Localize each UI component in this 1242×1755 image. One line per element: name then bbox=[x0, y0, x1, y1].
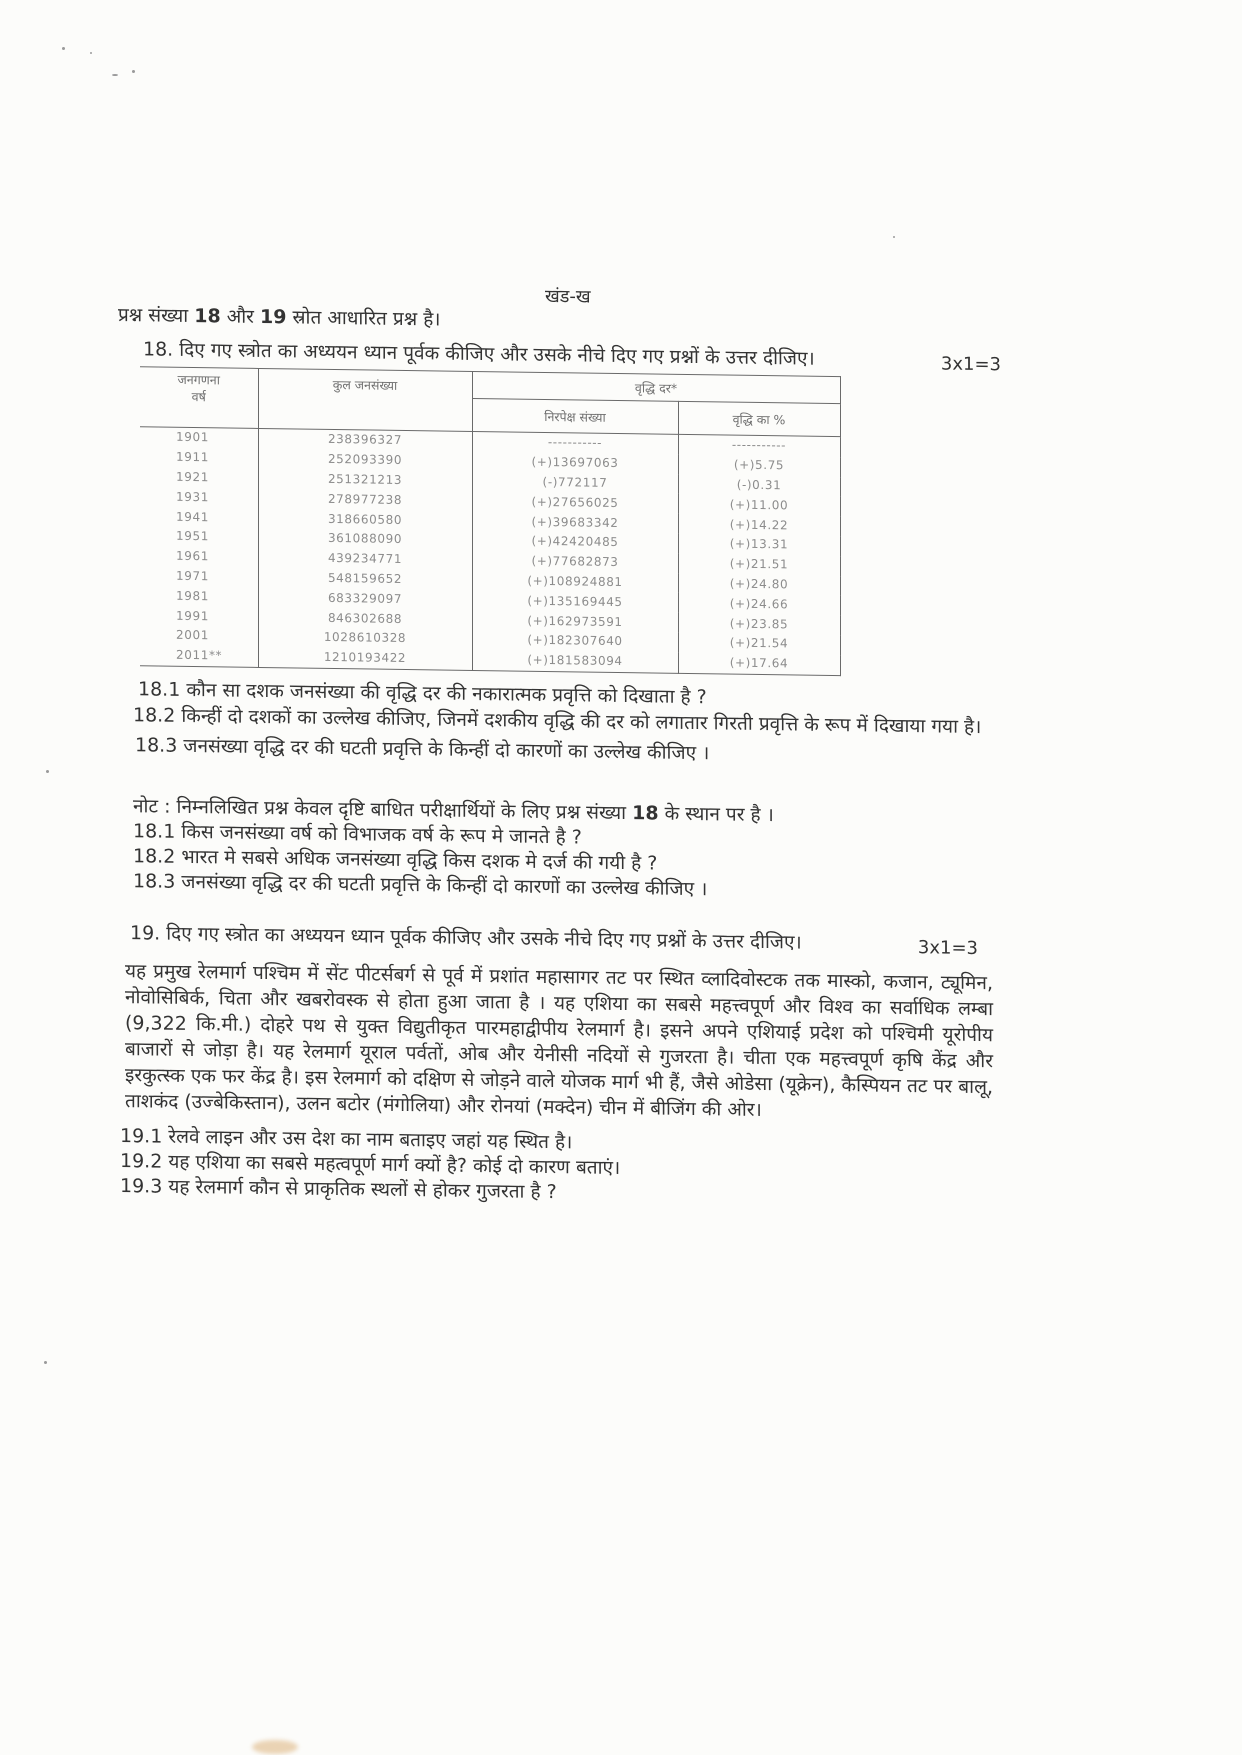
cell-percent: ----------- bbox=[678, 434, 840, 457]
header-growth-rate: वृद्धि दर* bbox=[472, 371, 840, 403]
cell-absolute: (+)42420485 bbox=[472, 531, 678, 554]
scan-speck bbox=[112, 74, 118, 76]
cell-total: 238396327 bbox=[258, 428, 472, 451]
intro-suffix: स्रोत आधारित प्रश्न है। bbox=[292, 306, 441, 331]
cell-absolute: (+)39683342 bbox=[472, 511, 678, 534]
cell-percent: (+)21.54 bbox=[678, 633, 840, 655]
q19-question-2: 19.2 यह एशिया का सबसे महत्वपूर्ण मार्ग क्यों है? कोई दो कारण बताएं। bbox=[120, 1149, 621, 1179]
cell-absolute: (+)182307640 bbox=[472, 630, 678, 653]
cell-percent: (+)13.31 bbox=[678, 534, 840, 556]
cell-total: 278977238 bbox=[258, 488, 472, 511]
cell-year: 1921 bbox=[140, 467, 258, 488]
q19-heading bbox=[130, 920, 993, 958]
cell-year: 1991 bbox=[140, 605, 258, 626]
q18-instruction: 18. दिए गए स्त्रोत का अध्ययन ध्यान पूर्वक कीजिए और उसके नीचे दिए गए प्रश्नों के उत्तर दीजिए। bbox=[143, 338, 815, 370]
note-question-2: 18.2 भारत मे सबसे अधिक जनसंख्या वृद्धि किस दशक मे दर्ज की गयी है ? bbox=[133, 844, 658, 875]
header-absolute-number: निरपेक्ष संख्या bbox=[472, 398, 678, 434]
note-text-before: नोट : निम्नलिखित प्रश्न केवल दृष्टि बाधित परीक्षार्थियों के लिए प्रश्न संख्या bbox=[133, 794, 627, 824]
note-block bbox=[133, 794, 993, 906]
cell-absolute: (+)181583094 bbox=[472, 650, 678, 673]
cell-total: 846302688 bbox=[258, 607, 472, 630]
q19-question-3: 19.3 यह रेलमार्ग कौन से प्राकृतिक स्थलों से होकर गुजरता है ? bbox=[120, 1174, 557, 1203]
q19-questions bbox=[120, 1124, 993, 1211]
cell-year: 1961 bbox=[140, 546, 258, 567]
intro-question-number: 19 bbox=[260, 305, 287, 329]
cell-absolute: (+)27656025 bbox=[472, 491, 678, 514]
cell-percent: (+)5.75 bbox=[678, 455, 840, 477]
scan-smudge bbox=[252, 1740, 298, 1754]
census-table bbox=[140, 366, 841, 675]
cell-absolute: (+)13697063 bbox=[472, 452, 678, 475]
cell-total: 251321213 bbox=[258, 469, 472, 492]
intro-prefix: प्रश्न संख्या bbox=[118, 304, 189, 327]
scan-speck bbox=[893, 236, 895, 238]
cell-percent: (-)0.31 bbox=[678, 474, 840, 496]
q18-question-1: 18.1 कौन सा दशक जनसंख्या की वृद्धि दर की नकारात्मक प्रवृत्ति को दिखाता है ? bbox=[138, 677, 707, 708]
cell-absolute: (+)108924881 bbox=[472, 571, 678, 594]
note-question-1: 18.1 किस जनसंख्या वर्ष को विभाजक वर्ष के रूप मे जानते है ? bbox=[133, 819, 582, 849]
cell-absolute: (+)135169445 bbox=[472, 590, 678, 613]
cell-absolute: (+)162973591 bbox=[472, 610, 678, 633]
note-text-after: के स्थान पर है । bbox=[664, 802, 774, 826]
cell-absolute: (+)77682873 bbox=[472, 551, 678, 574]
q18-question-3: 18.3 जनसंख्या वृद्धि दर की घटती प्रवृत्ति के किन्हीं दो कारणों का उल्लेख कीजिए । bbox=[135, 733, 710, 764]
section-title: खंड-ख bbox=[545, 285, 591, 308]
q18-question-2: 18.2 किन्हीं दो दशकों का उल्लेख कीजिए, जिनमें दशकीय वृद्धि की दर को लगातार गिरती प्रवृत्ति के रूप में दिखाया गया है। bbox=[133, 703, 982, 738]
cell-percent: (+)24.66 bbox=[678, 593, 840, 615]
q19-passage: यह प्रमुख रेलमार्ग पश्चिम में सेंट पीटर्सबर्ग से पूर्व में प्रशांत महासागर तट पर स्थित व्लादिवोस्टक तक मास्को, कजान, ट्यूमिन, नोवोसिबिर्क, चिता और खबरोवस्क से होता हुआ जाता है । यह एशिया का सबसे महत्त्वपूर्ण और विश्व का सर्वाधिक लम्बा (9,322 कि.मी.) दोहरे पथ से युक्त विद्युतीकृत पारमहाद्वीपीय रेलमार्ग है। इसने अपने एशियाई प्रदेश को पश्चिमी यूरोपीय बाजारों से जोड़ा है। यह रेलमार्ग यूराल पर्वतों, ओब और येनीसी नदियों से गुजरता है। चीता एक महत्त्वपूर्ण कृषि केंद्र और इरकुत्स्क एक फर केंद्र है। इस रेलमार्ग को दक्षिण से जोड़ने वाले योजक मार्ग भी हैं, जैसे ओडेसा (यूक्रेन), कैस्पियन तट पर बालू, ताशकंद (उज्बेकिस्तान), उलन बटोर (मंगोलिया) और रोनयां (मक्देन) चीन में बीजिंग की ओर। bbox=[125, 959, 993, 1121]
cell-year: 1971 bbox=[140, 566, 258, 587]
cell-total: 1210193422 bbox=[258, 647, 472, 670]
cell-total: 252093390 bbox=[258, 449, 472, 472]
cell-percent: (+)21.51 bbox=[678, 554, 840, 576]
q18-marks: 3x1=3 bbox=[940, 353, 1001, 376]
scan-speck bbox=[44, 1361, 47, 1364]
header-census-year: जनगणना वर्ष bbox=[140, 367, 258, 429]
header-growth-percent: वृद्धि का % bbox=[678, 401, 840, 436]
cell-absolute: (-)772117 bbox=[472, 472, 678, 495]
intro-question-number: 18 bbox=[194, 305, 221, 328]
cell-year: 1901 bbox=[140, 427, 258, 449]
q19-question-1: 19.1 रेलवे लाइन और उस देश का नाम बताइए जहां यह स्थित है। bbox=[120, 1124, 573, 1153]
cell-percent: (+)11.00 bbox=[678, 494, 840, 516]
cell-total: 361088090 bbox=[258, 528, 472, 551]
cell-total: 318660580 bbox=[258, 508, 472, 531]
cell-year: 1941 bbox=[140, 506, 258, 527]
cell-percent: (+)23.85 bbox=[678, 613, 840, 635]
cell-year: 2011** bbox=[140, 645, 258, 667]
header-total-population: कुल जनसंख्या bbox=[258, 368, 472, 431]
scan-speck bbox=[62, 47, 65, 50]
scan-speck bbox=[46, 770, 49, 773]
cell-total: 439234771 bbox=[258, 548, 472, 571]
cell-percent: (+)24.80 bbox=[678, 573, 840, 595]
cell-total: 548159652 bbox=[258, 568, 472, 591]
cell-percent: (+)17.64 bbox=[678, 653, 840, 676]
q19-instruction: 19. दिए गए स्त्रोत का अध्ययन ध्यान पूर्वक कीजिए और उसके नीचे दिए गए प्रश्नों के उत्तर दीजिए। bbox=[130, 921, 802, 954]
scan-speck bbox=[132, 70, 135, 73]
q18-questions bbox=[118, 676, 993, 770]
cell-percent: (+)14.22 bbox=[678, 514, 840, 536]
scan-speck bbox=[90, 52, 92, 54]
cell-total: 683329097 bbox=[258, 587, 472, 610]
page-content bbox=[118, 280, 1001, 1211]
cell-total: 1028610328 bbox=[258, 627, 472, 650]
census-table-body bbox=[140, 427, 840, 675]
q19-marks: 3x1=3 bbox=[917, 936, 978, 959]
cell-year: 2001 bbox=[140, 625, 258, 646]
cell-year: 1981 bbox=[140, 586, 258, 607]
cell-year: 1951 bbox=[140, 526, 258, 547]
intro-conjunction: और bbox=[226, 305, 254, 328]
note-question-3: 18.3 जनसंख्या वृद्धि दर की घटती प्रवृत्ति के किन्हीं दो कारणों का उल्लेख कीजिए । bbox=[133, 869, 708, 900]
note-question-number: 18 bbox=[632, 801, 659, 825]
cell-year: 1931 bbox=[140, 487, 258, 508]
cell-absolute: ----------- bbox=[472, 431, 678, 454]
cell-year: 1911 bbox=[140, 447, 258, 468]
